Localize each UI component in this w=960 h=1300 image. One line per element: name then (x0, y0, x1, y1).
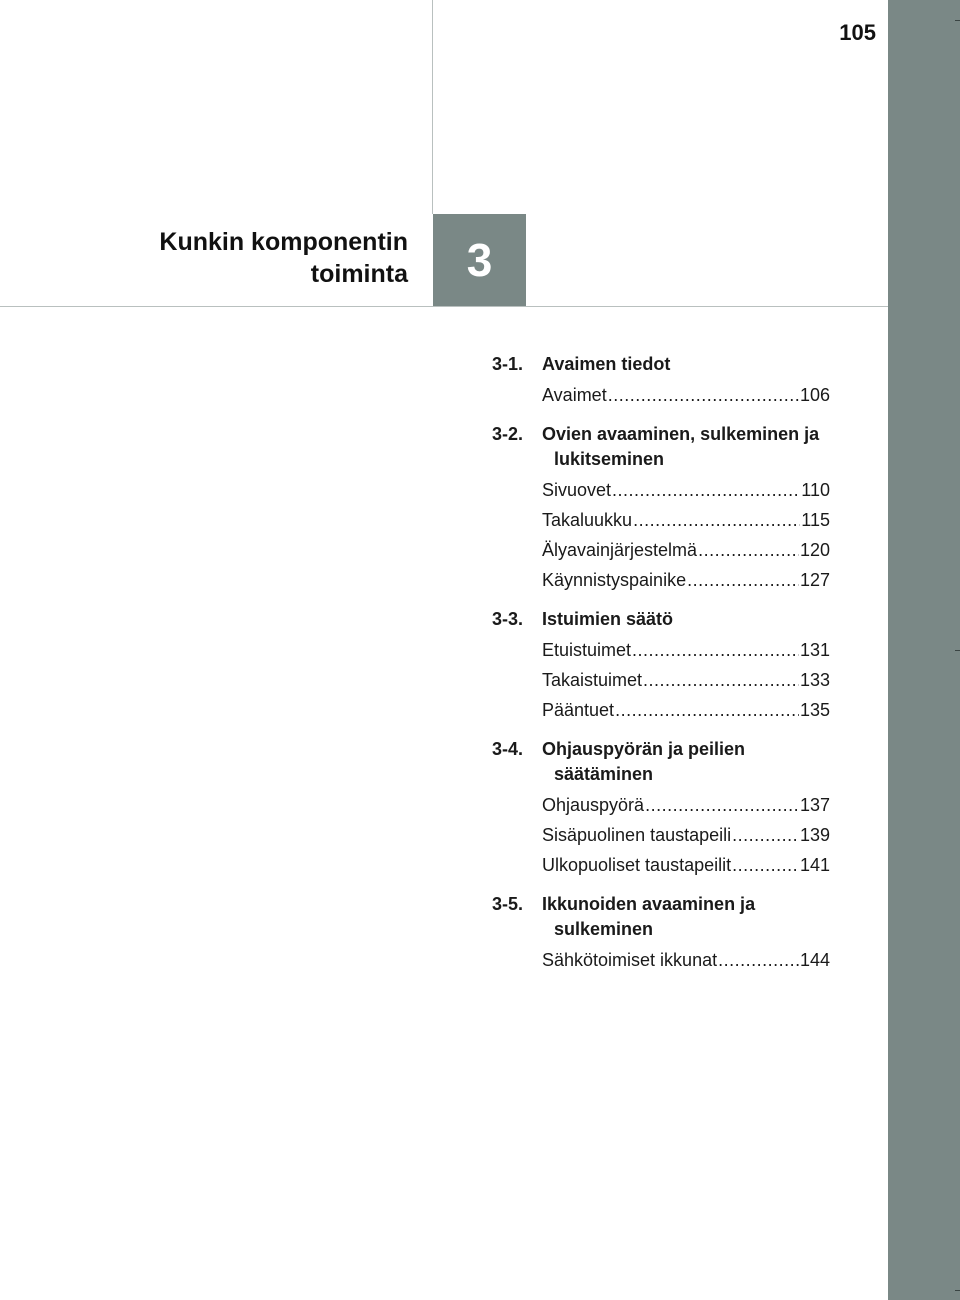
toc-entry-label: Sivuovet (542, 480, 612, 500)
toc-entry-page: 127 (799, 570, 830, 590)
dot-leader (612, 475, 800, 505)
section-title: Istuimien säätö (542, 609, 674, 629)
toc-entry-page: 131 (799, 640, 830, 660)
toc-entry-label: Sähkötoimiset ikkunat (542, 950, 718, 970)
dot-leader (615, 695, 799, 725)
toc-entry[interactable] (542, 535, 830, 565)
vertical-rule (432, 0, 433, 214)
dot-leader (732, 820, 799, 850)
chapter-number-box: 3 (433, 214, 526, 306)
toc-entry-label: Takaluukku (542, 510, 633, 530)
dot-leader (643, 665, 799, 695)
toc-entry[interactable] (542, 790, 830, 820)
toc-entry-page: 115 (801, 510, 830, 530)
section-number: 3-2. (492, 424, 524, 444)
section-number: 3-3. (492, 609, 524, 629)
toc-entry[interactable] (542, 945, 830, 975)
dot-leader (698, 535, 799, 565)
dot-leader (718, 945, 799, 975)
section-number: 3-5. (492, 894, 524, 914)
crop-mark (955, 20, 960, 21)
toc-entry-label: Avaimet (542, 385, 607, 405)
dot-leader (645, 790, 799, 820)
crop-mark (955, 650, 960, 651)
page-number: 105 (839, 20, 876, 45)
chapter-title (159, 226, 408, 290)
dot-leader (687, 565, 799, 595)
toc-entry-label: Sisäpuolinen taustapeili (542, 825, 732, 845)
toc-entry[interactable] (542, 695, 830, 725)
chapter-side-tab (888, 0, 960, 1300)
toc-entry[interactable] (542, 665, 830, 695)
section-title: Ovien avaaminen, sulkeminen ja lukitseminen (542, 424, 820, 469)
toc-entry-page: 137 (799, 795, 830, 815)
toc-entry[interactable] (542, 380, 830, 410)
toc-entry-page: 139 (799, 825, 830, 845)
chapter-title-line: toiminta (310, 260, 408, 288)
section-heading (492, 352, 830, 377)
section-heading (492, 737, 830, 787)
toc-entry-page: 141 (799, 855, 830, 875)
toc-entry[interactable] (542, 820, 830, 850)
toc-entry-label: Takaistuimet (542, 670, 643, 690)
toc-entry-label: Pääntuet (542, 700, 615, 720)
chapter-title-line: Kunkin komponentin (159, 228, 408, 256)
toc-entry-page: 135 (799, 700, 830, 720)
dot-leader (633, 505, 800, 535)
crop-mark (955, 1290, 960, 1291)
toc-entry[interactable] (542, 635, 830, 665)
toc-entry[interactable] (542, 505, 830, 535)
toc-entry[interactable] (542, 565, 830, 595)
toc-entry-label: Ulkopuoliset taustapeilit (542, 855, 732, 875)
toc-entry-label: Käynnistyspainike (542, 570, 687, 590)
section-heading (492, 892, 830, 942)
toc-entry[interactable] (542, 850, 830, 880)
table-of-contents (492, 352, 830, 975)
toc-entry-page: 106 (799, 385, 830, 405)
section-heading (492, 422, 830, 472)
toc-entry-label: Ohjauspyörä (542, 795, 645, 815)
toc-entry-page: 120 (799, 540, 830, 560)
section-heading (492, 607, 830, 632)
dot-leader (608, 380, 799, 410)
dot-leader (732, 850, 799, 880)
section-title: Ikkunoiden avaaminen ja sulkeminen (542, 894, 756, 939)
section-number: 3-1. (492, 354, 524, 374)
section-number: 3-4. (492, 739, 524, 759)
toc-entry-page: 110 (801, 480, 830, 500)
section-title: Ohjauspyörän ja peilien säätäminen (542, 739, 746, 784)
toc-entry-page: 144 (799, 950, 830, 970)
section-title: Avaimen tiedot (542, 354, 671, 374)
toc-entry-label: Etuistuimet (542, 640, 632, 660)
toc-entry-label: Älyavainjärjestelmä (542, 540, 698, 560)
dot-leader (632, 635, 799, 665)
toc-entry[interactable] (542, 475, 830, 505)
horizontal-rule (0, 306, 888, 307)
toc-entry-page: 133 (799, 670, 830, 690)
